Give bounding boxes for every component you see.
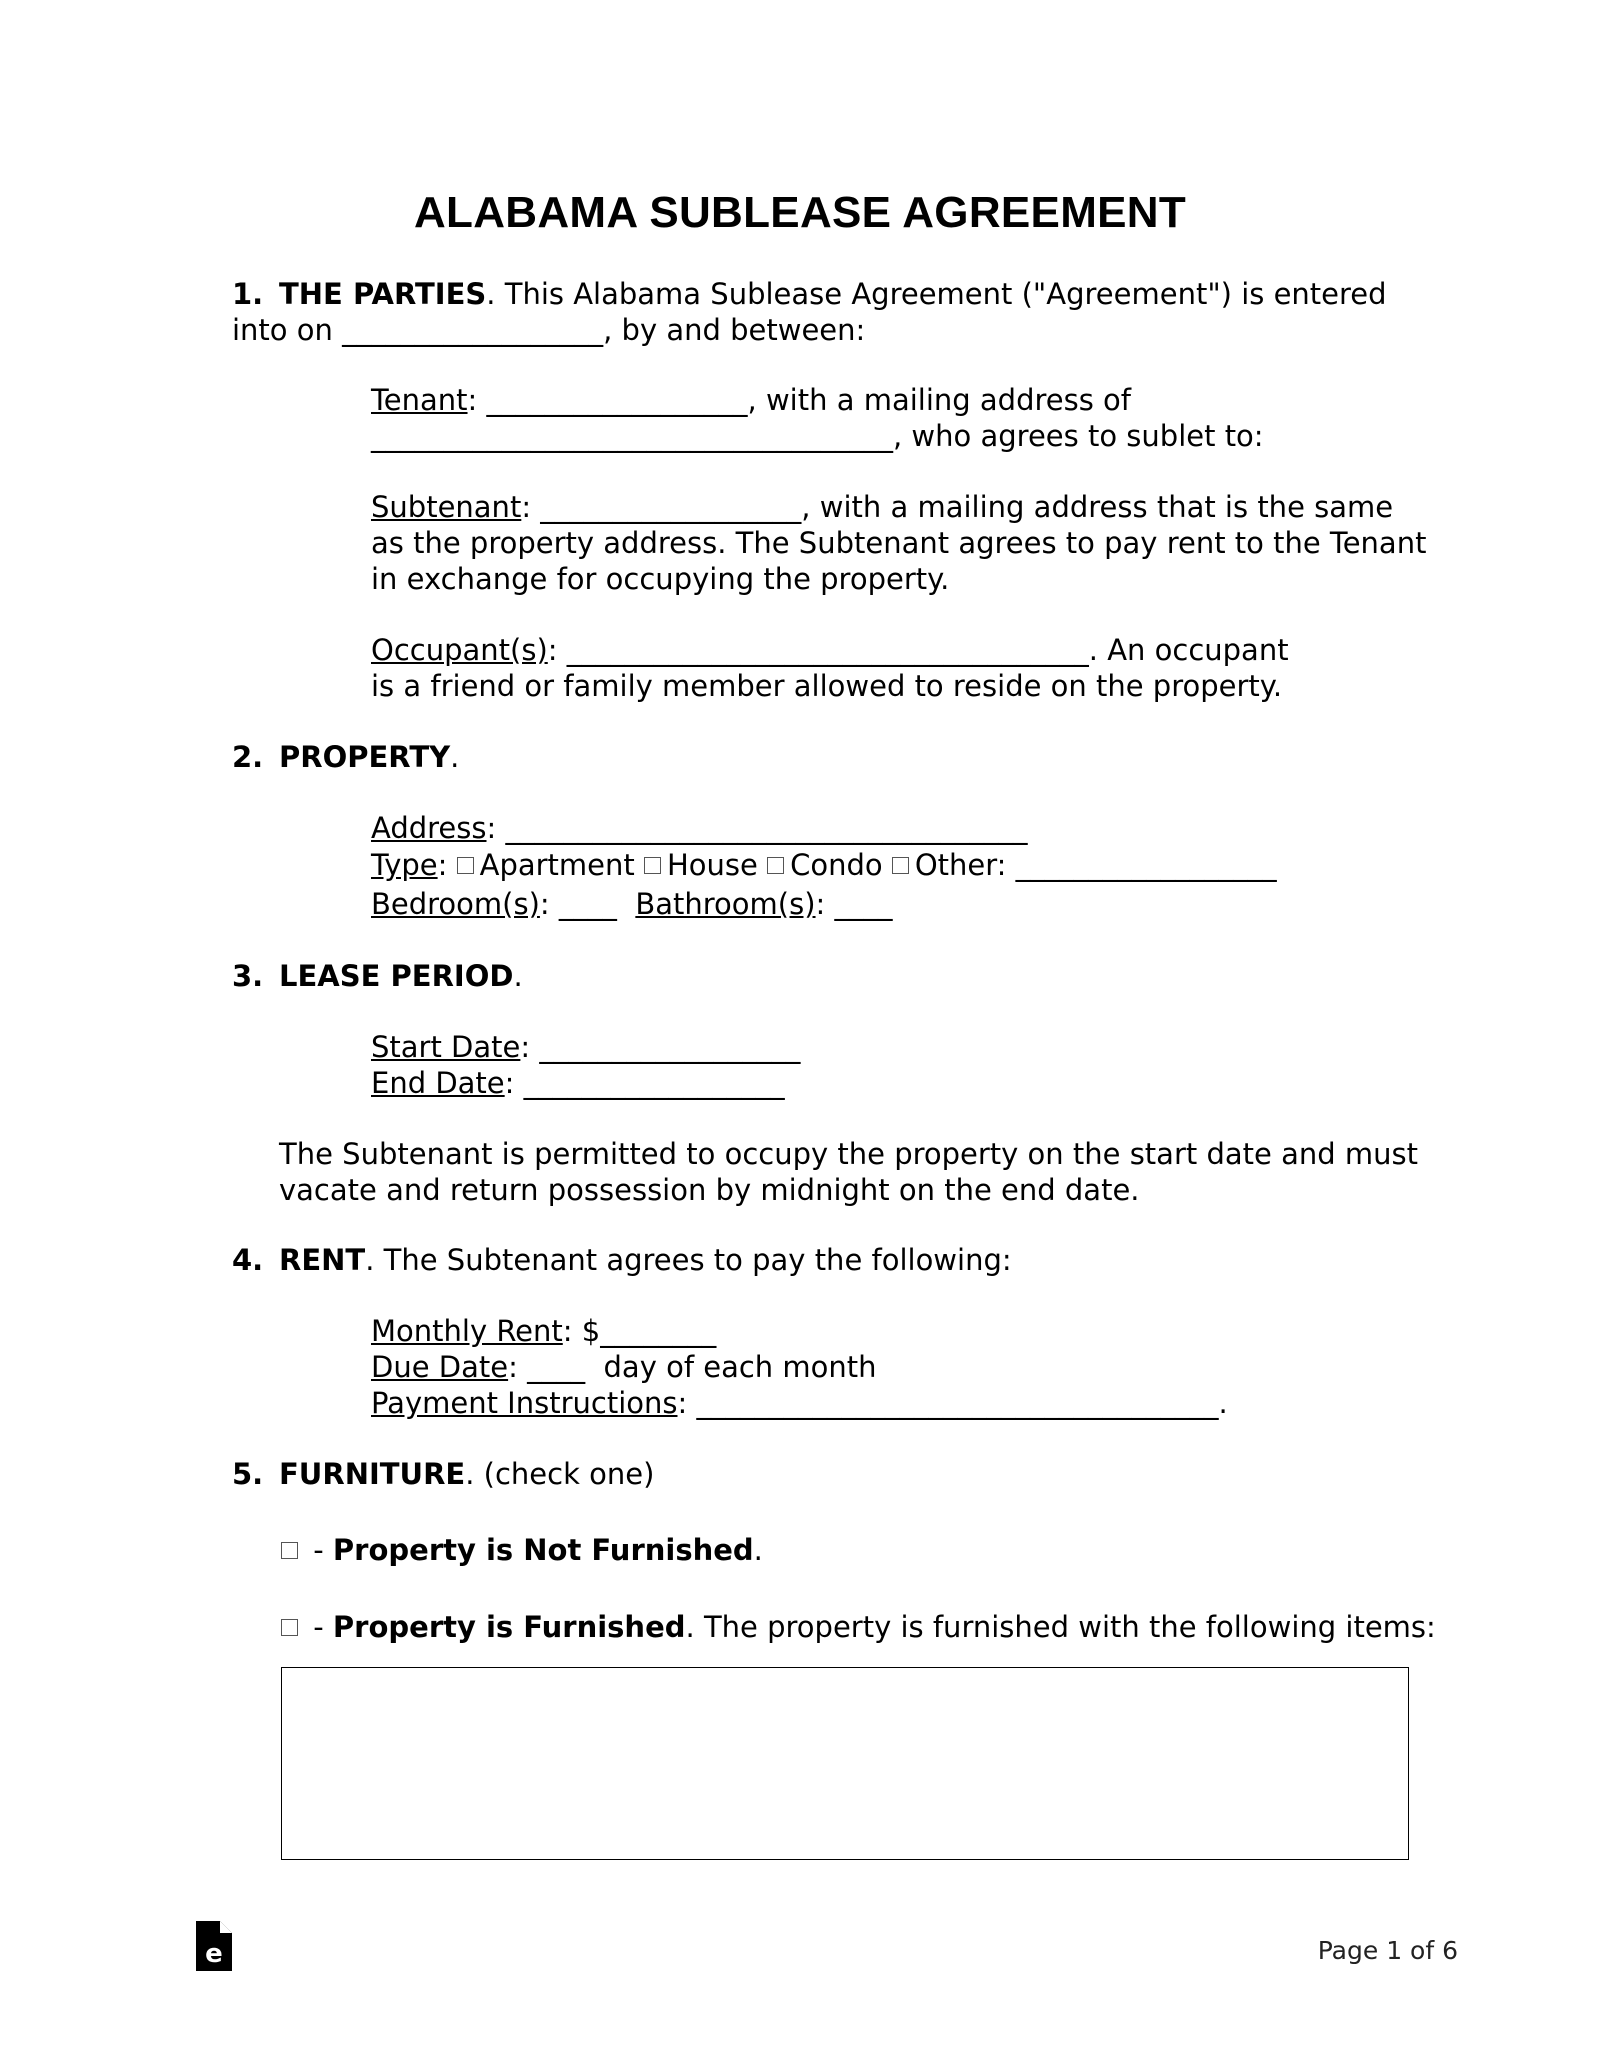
furnished-checkbox[interactable]	[281, 1619, 298, 1636]
end-date-label: End Date	[371, 1066, 505, 1100]
section-3-number: 3.	[232, 959, 264, 993]
section-2-heading-line: PROPERTY.	[279, 740, 460, 774]
eforms-logo-icon	[196, 1921, 232, 1971]
document-title: ALABAMA SUBLEASE AGREEMENT	[413, 188, 1187, 237]
subtenant-label: Subtenant	[371, 490, 522, 524]
not-furnished-option: - Property is Not Furnished.	[281, 1532, 763, 1568]
bathroom-label: Bathroom(s)	[635, 887, 816, 921]
tenant-label: Tenant	[371, 383, 468, 417]
house-checkbox[interactable]	[644, 857, 661, 874]
monthly-rent-field[interactable]: : $________	[562, 1314, 717, 1348]
lease-period-paragraph: The Subtenant is permitted to occupy the property on the start date and must vacate and return possession by midnight on the end date.	[279, 1137, 1418, 1207]
svg-text:e: e	[205, 1939, 223, 1969]
payment-instructions-field[interactable]: : ____________________________________.	[677, 1386, 1228, 1420]
address-label: Address	[371, 811, 487, 845]
rent-block	[371, 1313, 1228, 1421]
subtenant-block: Subtenant: __________________, with a mailing address that is the same as the property address. The Subtenant agrees to pay rent to the Tenant in exchange for occupying the property.	[371, 490, 1427, 596]
address-field[interactable]: : ____________________________________	[486, 811, 1028, 845]
section-5-heading-line: FURNITURE. (check one)	[279, 1457, 655, 1491]
start-date-label: Start Date	[371, 1030, 521, 1064]
payment-instructions-label: Payment Instructions	[371, 1386, 678, 1420]
section-4-heading-line: RENT. The Subtenant agrees to pay the following:	[279, 1243, 1012, 1277]
type-label: Type	[371, 848, 438, 882]
tenant-block: Tenant: __________________, with a mailing address of ____________________________________, who agrees to sublet to:	[371, 383, 1264, 453]
section-4-heading: RENT	[279, 1243, 366, 1277]
occupant-block: Occupant(s): ____________________________________. An occupant is a friend or family member allowed to reside on the property.	[371, 633, 1289, 703]
occupant-label: Occupant(s)	[371, 633, 548, 667]
section-3-heading-line: LEASE PERIOD.	[279, 959, 523, 993]
not-furnished-checkbox[interactable]	[281, 1542, 298, 1559]
property-block: Address: ____________________________________ Type: Apartment House Condo Other: __________________ Bedroom(s): ____ Bathroom(s): ____	[371, 811, 1277, 921]
lease-dates-block	[371, 1029, 800, 1101]
furnished-items-textbox[interactable]	[281, 1667, 1409, 1860]
page-number: Page 1 of 6	[1317, 1936, 1458, 1965]
section-2-heading: PROPERTY	[279, 740, 451, 774]
other-checkbox[interactable]	[892, 857, 909, 874]
section-1-number: 1.	[232, 277, 264, 311]
bedroom-label: Bedroom(s)	[371, 887, 540, 921]
apartment-checkbox[interactable]	[457, 857, 474, 874]
due-date-label: Due Date	[371, 1350, 509, 1384]
condo-checkbox[interactable]	[767, 857, 784, 874]
furnished-option: - Property is Furnished. The property is furnished with the following items:	[281, 1609, 1436, 1645]
due-date-field[interactable]: : ____ day of each month	[508, 1350, 877, 1384]
section-1-heading: THE PARTIES	[279, 277, 487, 311]
section-4-number: 4.	[232, 1243, 264, 1277]
monthly-rent-label: Monthly Rent	[371, 1314, 563, 1348]
end-date-field[interactable]: : __________________	[504, 1066, 785, 1100]
section-5-heading: FURNITURE	[279, 1457, 466, 1491]
start-date-field[interactable]: : __________________	[520, 1030, 801, 1064]
section-1-intro: THE PARTIES. This Alabama Sublease Agreement ("Agreement") is entered into on __________________, by and between:	[232, 277, 1387, 347]
section-5-number: 5.	[232, 1457, 264, 1491]
section-3-heading: LEASE PERIOD	[279, 959, 514, 993]
section-2-number: 2.	[232, 740, 264, 774]
